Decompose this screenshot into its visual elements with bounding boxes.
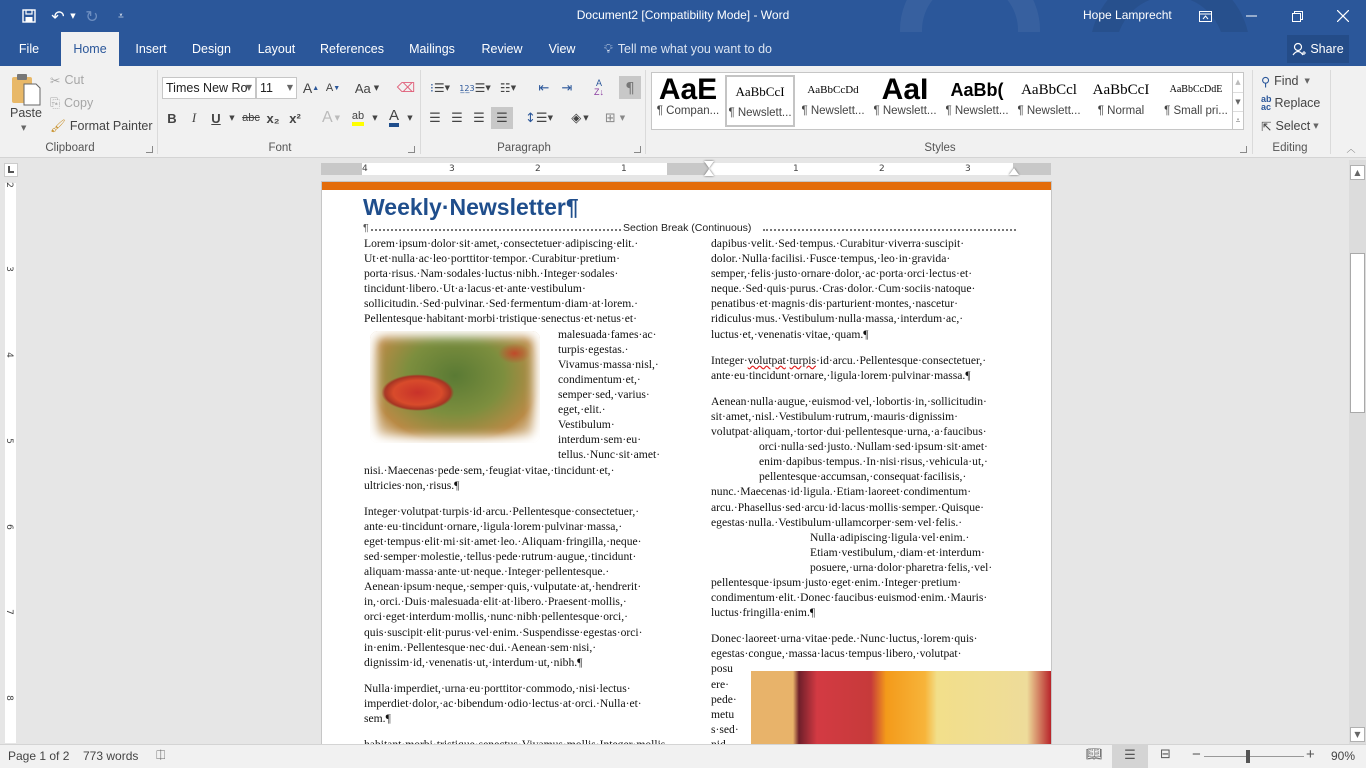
- vertical-scrollbar[interactable]: [1349, 160, 1366, 744]
- shrink-font-button[interactable]: A ▼: [325, 82, 341, 94]
- ribbon-tabs: [0, 32, 1366, 66]
- scroll-up-icon[interactable]: ▲: [1350, 165, 1365, 180]
- gallery-down-icon[interactable]: ▼: [1233, 92, 1243, 111]
- newsletter-title[interactable]: Weekly·Newsletter¶: [363, 194, 579, 220]
- replace-label: Replace: [1274, 96, 1321, 110]
- share-label: Share: [1310, 42, 1344, 56]
- style-newsletter-5[interactable]: AaBbCcl ¶ Newslett...: [1017, 82, 1081, 117]
- select-label: Select: [1275, 119, 1311, 133]
- highlight-icon[interactable]: ab: [348, 108, 368, 128]
- paragraph-launcher-icon[interactable]: [634, 146, 641, 153]
- paste-button[interactable]: [10, 72, 42, 106]
- scissors-icon: ✂: [50, 72, 61, 88]
- gallery-up-icon[interactable]: ▲: [1235, 78, 1241, 86]
- borders-icon[interactable]: ⊞ ▼: [604, 110, 626, 126]
- tab-selector[interactable]: [4, 163, 18, 177]
- subscript-button[interactable]: x₂: [266, 110, 280, 126]
- font-launcher-icon[interactable]: [408, 146, 415, 153]
- tab-home[interactable]: Home: [61, 32, 119, 66]
- tell-me-search[interactable]: [604, 32, 772, 66]
- find-label: Find: [1274, 74, 1299, 88]
- paragraph-2: Integer·volutpat·turpis·id·arcu.·Pellentesque·consectetuer,· ante·eu·tincidunt·ornare,·ligula·lorem·pulvinar·massa,· eget·tempus·elit·mi·sit·amet·leo.·Aliquam·fringilla,·neque· sed·semper·molestie,·tellus·pede·rutrum·augue,·tincidunt· aliquam·massa·ante·ut·neque.·Integer·pellentesque.· Aenean·ipsum·neque,·semper·quis,·vulputate·at,·hendrerit· in,·orci.·Duis·malesuada·elit·at·libero.·Praesent·mollis,· orci·eget·interdum·mollis,·nunc·nibh·pellentesque·orci,· quis·suscipit·elit·purus·vel·enim.·Suspendisse·egestas·orci· in·enim.·Pellentesque·nec·dui.·Aenean·sem·nisi,· dignissim·id,·venenatis·ut,·interdum·ut,·nibh.¶: [364, 504, 643, 669]
- person-icon: [1292, 42, 1306, 56]
- justify-icon[interactable]: ☰: [491, 107, 513, 129]
- share-button[interactable]: [1287, 35, 1349, 63]
- align-center-icon[interactable]: ☰: [451, 110, 463, 126]
- shading-icon[interactable]: ◈ ▼: [571, 110, 589, 126]
- font-name-combo[interactable]: [162, 77, 256, 99]
- title-bar: [0, 0, 1366, 32]
- paragraph-3: Nulla·imperdiet,·urna·eu·porttitor·commodo,·nisi·lectus· imperdiet·dolor,·ac·bibendum·odio·lectus·at·orci.·Nulla·et· sem.¶: [364, 681, 642, 725]
- editing-group-label: Editing: [1272, 142, 1308, 154]
- right-paragraph-2: Integer·volutpat·turpis·id·arcu.·Pellentesque·consectetuer,· ante·eu·tincidunt·ornare,·ligula·lorem·pulvinar·massa.¶: [711, 353, 987, 382]
- change-case-button[interactable]: Aa ▼: [354, 80, 380, 96]
- zoom-out-button[interactable]: −: [1192, 746, 1201, 763]
- read-mode-icon[interactable]: 📖︎: [1086, 747, 1103, 762]
- web-layout-icon[interactable]: ⊟: [1160, 747, 1171, 762]
- clipboard-paste-icon: [10, 72, 42, 106]
- cut-label: Cut: [64, 73, 84, 87]
- style-small-print[interactable]: AaBbCcDdE ¶ Small pri...: [1164, 84, 1228, 117]
- scrollbar-thumb[interactable]: [1350, 253, 1365, 413]
- document-page[interactable]: [322, 182, 1051, 752]
- proofing-icon[interactable]: ⎅: [156, 748, 166, 762]
- bold-button[interactable]: B: [167, 110, 177, 126]
- style-newsletter-3[interactable]: AaI ¶ Newslett...: [873, 75, 937, 117]
- right-column[interactable]: [711, 236, 1017, 741]
- paragraph-1-bottom: nisi.·Maecenas·pede·sem,·feugiat·vitae,·tincidunt·et,· ultricies·non,·risus.¶: [364, 463, 615, 492]
- chevron-down-icon: ▼: [245, 83, 252, 92]
- style-newsletter-4[interactable]: AaBb( ¶ Newslett...: [945, 80, 1009, 117]
- right-indent-marker[interactable]: [1009, 168, 1019, 175]
- undo-dropdown-icon[interactable]: ▼: [70, 12, 76, 20]
- align-right-icon[interactable]: ☰: [473, 110, 485, 126]
- tab-file[interactable]: File: [18, 42, 40, 56]
- zoom-slider-thumb[interactable]: [1246, 750, 1250, 763]
- customize-qat-icon[interactable]: ⩡: [118, 10, 124, 22]
- format-painter-label: Format Painter: [69, 119, 153, 133]
- line-spacing-icon[interactable]: ↕ ☰ ▼: [525, 110, 553, 126]
- apple-image[interactable]: [370, 331, 540, 443]
- copy-label: Copy: [64, 96, 94, 110]
- minimize-button[interactable]: [1228, 0, 1274, 32]
- user-name[interactable]: Hope Lamprecht: [1083, 8, 1172, 22]
- decrease-indent-icon[interactable]: ⇤: [538, 80, 550, 96]
- style-newsletter-1[interactable]: AaBbCcI ¶ Newslett...: [725, 75, 795, 127]
- sort-icon[interactable]: A Z↓: [594, 78, 604, 97]
- paragraph-group-label: Paragraph: [497, 142, 551, 154]
- bullets-icon[interactable]: ⁝ ☰ ▼: [430, 81, 450, 95]
- strikethrough-button[interactable]: abc: [242, 112, 260, 124]
- font-group-label: Font: [268, 142, 292, 154]
- paste-label[interactable]: Paste: [10, 106, 42, 120]
- shrink-font-icon: A: [325, 82, 334, 94]
- numbering-icon[interactable]: 1̲2̲3 ☰ ▼: [459, 81, 491, 95]
- page-count[interactable]: Page 1 of 2: [8, 749, 70, 763]
- font-color-icon[interactable]: A: [384, 108, 404, 128]
- ribbon-home: [0, 66, 1366, 158]
- spelling-error[interactable]: turpis: [789, 353, 816, 367]
- format-painter-button[interactable]: [50, 117, 153, 135]
- style-newsletter-2[interactable]: AaBbCcDd ¶ Newslett...: [801, 84, 865, 117]
- collapse-ribbon-icon[interactable]: ︿: [1346, 144, 1356, 155]
- replace-icon: ab ac: [1261, 94, 1272, 112]
- styles-group-label: Styles: [924, 142, 956, 154]
- print-layout-icon[interactable]: ☰: [1112, 745, 1148, 768]
- clipboard-launcher-icon[interactable]: [146, 146, 153, 153]
- font-size-combo[interactable]: [256, 77, 297, 99]
- paste-dropdown-icon[interactable]: ▼: [21, 124, 27, 132]
- underline-button[interactable]: U: [211, 110, 221, 126]
- left-column[interactable]: [364, 236, 670, 752]
- paintbrush-icon: 🖌︎: [50, 118, 66, 133]
- font-color-dropdown-icon[interactable]: ▼: [407, 114, 413, 122]
- clipboard-group-label: Clipboard: [45, 142, 95, 154]
- font-size-value: 11: [260, 81, 273, 95]
- replace-button[interactable]: [1261, 94, 1320, 112]
- restore-button[interactable]: [1274, 0, 1320, 32]
- grow-font-button[interactable]: A ▲: [302, 80, 320, 96]
- lightbulb-icon: 💡︎: [604, 41, 613, 56]
- find-button[interactable]: ⚲ Find ▼: [1261, 73, 1310, 89]
- zoom-level[interactable]: 90%: [1331, 749, 1356, 763]
- styles-gallery-scroll[interactable]: [1232, 72, 1244, 130]
- underline-dropdown-icon[interactable]: ▼: [229, 114, 235, 122]
- change-case-icon: Aa: [354, 80, 371, 96]
- status-bar: [0, 744, 1366, 768]
- show-formatting-marks-icon[interactable]: ¶: [619, 76, 641, 99]
- grow-font-icon: A: [302, 80, 313, 96]
- text-effects-icon[interactable]: A ▼: [321, 109, 341, 126]
- cursor-arrow-icon: ⇱: [1261, 118, 1272, 134]
- copy-icon: ⎘: [50, 95, 61, 110]
- zoom-slider[interactable]: [1204, 756, 1304, 757]
- right-paragraph-4: Donec·laoreet·urna·vitae·pede.·Nunc·luctus,·lorem·quis· egestas·congue,·massa·lacus·tempus·libero,·volutpat· posu ere· pede· metu s·sed·: [711, 632, 978, 736]
- align-left-icon[interactable]: ☰: [429, 110, 441, 126]
- cut-button: [50, 71, 84, 89]
- select-button[interactable]: ⇱ Select ▼: [1261, 118, 1319, 134]
- close-button[interactable]: [1320, 0, 1366, 32]
- styles-launcher-icon[interactable]: [1240, 146, 1247, 153]
- header-accent-bar: [322, 182, 1051, 190]
- tab-design[interactable]: Design: [192, 42, 231, 56]
- fruit-image[interactable]: [751, 671, 1051, 752]
- tab-mailings[interactable]: Mailings: [409, 42, 455, 56]
- font-name-value: Times New Ro: [166, 81, 248, 95]
- tab-references[interactable]: References: [320, 42, 384, 56]
- tab-insert[interactable]: Insert: [135, 42, 167, 56]
- superscript-button[interactable]: x²: [289, 110, 301, 126]
- gallery-more-icon[interactable]: ⩡: [1233, 111, 1243, 129]
- horizontal-ruler[interactable]: 4 3 2 1 1 2 3: [321, 163, 1051, 175]
- copy-button: [50, 94, 93, 112]
- word-count[interactable]: 773 words: [83, 749, 139, 763]
- section-break-marker: ¶ Section Break (Continuous): [363, 222, 1016, 236]
- italic-button[interactable]: I: [191, 110, 197, 125]
- spelling-error[interactable]: volutpat: [747, 353, 786, 367]
- scroll-down-icon[interactable]: ▼: [1350, 727, 1365, 742]
- first-line-indent-marker[interactable]: [704, 161, 714, 168]
- hanging-indent-marker[interactable]: [704, 169, 714, 176]
- style-normal[interactable]: AaBbCcI ¶ Normal: [1092, 82, 1150, 117]
- tab-layout[interactable]: Layout: [257, 42, 296, 56]
- tab-review[interactable]: Review: [481, 42, 523, 56]
- undo-icon[interactable]: ↶: [51, 6, 65, 26]
- chevron-down-icon: ▼: [286, 83, 293, 92]
- paragraph-1-wrap: malesuada·fames·ac· turpis·egestas.· Vivamus·massa·nisl,· condimentum·et,· semper·sed,·varius· eget,·elit.· Vestibulum· interdum·sem·eu· tellus.·Nunc·sit·amet·: [558, 327, 661, 462]
- tell-me-text: Tell me what you want to do: [617, 42, 773, 56]
- clear-formatting-icon[interactable]: ⌫: [396, 80, 416, 96]
- window-title: Document2 [Compatibility Mode] - Word: [576, 8, 790, 22]
- highlight-dropdown-icon[interactable]: ▼: [372, 114, 378, 122]
- vertical-ruler[interactable]: 2 3 4 5 6 7 8: [5, 183, 16, 743]
- style-company[interactable]: AaE ¶ Compan...: [656, 75, 720, 117]
- paragraph-1-top: Lorem·ipsum·dolor·sit·amet,·consectetuer·adipiscing·elit.· Ut·et·nulla·ac·leo·porttitor·tempor.·Curabitur·pretium· porta·risus.·Nam·sodales·luctus·nibh.·Integer·sodales· tincidunt·libero.·Ut·a·lacus·et·ante·vestibulum· sollicitudin.·Sed·pulvinar.·Sed·fermentum·diam·at·lorem.· Pellentesque·habitant·morbi·tristique·senectus·et·netus·et·: [364, 237, 639, 326]
- ribbon-display-options-button[interactable]: [1182, 0, 1228, 32]
- right-paragraph-3: Aenean·nulla·augue,·euismod·vel,·lobortis·in,·sollicitudin· sit·amet,·nisl.·Vestibulum·rutrum,·mauris·dignissim· volutpat·aliquam,·tortor·dui·pellentesque·urna,·a·faucibus· orci·nulla·sed·justo.·Nullam·sed·ipsum·sit·amet· enim·dapibus·tempus.·In·nisi·risus,·vehicula·ut,· pellentesque·accumsan,·consequat·facilisis,· nunc.·Maecenas·id·ligula.·Etiam·laoreet·condimentum· arcu.·Phasellus·sed·arcu·id·lacus·mollis·semper.·Quisque· egestas·nulla.·Vestibulum·ullamcorper·sem·vel·felis.· Nulla·adipiscing·ligula·vel·enim.· Etiam·vestibulum,·diam·et·interdum· posuere,·urna·dolor·pharetra·felis,·vel· pellentesque·ipsum·justo·eget·enim.·Integer·pretium· condimentum·elit.·Donec·faucibus·euismod·enim.·Mauris· luctus·fringilla·enim.¶: [711, 394, 993, 620]
- multilevel-list-icon[interactable]: ☷ ▼: [499, 81, 517, 95]
- search-icon: ⚲: [1261, 73, 1271, 89]
- redo-icon: ↻: [85, 6, 99, 26]
- right-paragraph-1: dapibus·velit.·Sed·tempus.·Curabitur·viverra·suscipit· dolor.·Nulla·facilisi.·Fusce·tempus,·leo·in·gravida· semper,·felis·justo·ornare·dolor,·ac·porta·orci·lectus·et· neque.·Sed·quis·purus.·Cras·dolor.·Cum·sociis·natoque· penatibus·et·magnis·dis·parturient·montes,·nascetur· ridiculus·mus.·Vestibulum·nulla·massa,·interdum·ac,· luctus·et,·venenatis·vitae,·quam.¶: [711, 237, 976, 341]
- zoom-in-button[interactable]: +: [1306, 746, 1315, 763]
- tab-view[interactable]: View: [548, 42, 576, 56]
- styles-gallery: [651, 72, 1234, 130]
- increase-indent-icon[interactable]: ⇥: [561, 80, 573, 96]
